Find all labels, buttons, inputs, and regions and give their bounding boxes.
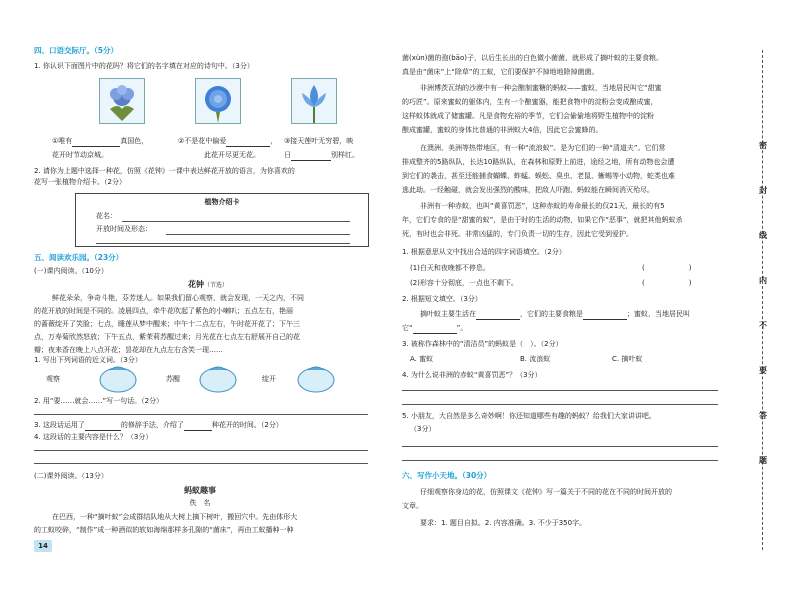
r-question-2-line-2: 它“ ”。 [402, 324, 468, 332]
r-answer-paren-1b[interactable]: ( ) [642, 279, 692, 287]
poem-blank-row-1b: ②不是花中偏爱 ， [178, 137, 278, 145]
r-option-b[interactable]: B. 流浪蚁 [520, 355, 551, 363]
r-question-5: 5. 小朋友，大自然是多么奇妙啊！你还知道哪些有趣的蚂蚁？给我们大家讲讲吧。 [402, 412, 656, 420]
sec5-question-4: 4. 这段话的主要内容是什么？（3分） [34, 433, 153, 441]
sec4-question-1: 1. 你认识下面图片中的花吗？将它们的名字填在对应的诗句中。（3分） [34, 62, 254, 70]
blank-chrysanthemum[interactable] [226, 138, 270, 147]
blank-food[interactable] [583, 311, 627, 320]
poem-blank-row-1: ①唯有 真国色， [52, 137, 149, 145]
card-name-label: 花名： [96, 212, 117, 220]
writing-prompt-1: 仔细观察你身边的花，仿照课文《花钟》写一篇关于不同的花在不同的时间开放的 [420, 488, 672, 496]
margin-char-1: 密 [759, 141, 767, 150]
plant-intro-card [75, 193, 369, 247]
passage-line-5: 瓣；夜来香在晚上八点开花；昙花却在九点左右含笑一现…… [34, 346, 223, 354]
lotus-flower-image [291, 78, 337, 124]
r-question-1: 1. 根据意思从文中找出合适的四字词语填空。（2分） [402, 248, 566, 256]
fruit-answer-box-3[interactable] [294, 362, 338, 394]
passage-2-cont-11: 非洲有一种赤蚁，也叫“黄喜罚恶”，这种赤蚁的寿命最长的仅21天，最长的有5 [420, 202, 665, 210]
sec5-part-2: (二)课外阅读。（13分） [34, 472, 108, 480]
answer-line-q2[interactable] [34, 414, 368, 415]
page-number-badge: 14 [34, 540, 52, 552]
passage-2-cont-5: 这样蚁体就成了储蜜罐。凡是食物充裕的季节，它们会偷偷地将野生植物中的淀粉 [402, 112, 654, 120]
r-question-5-score: （3分） [410, 425, 436, 433]
peony-flower-image [99, 78, 145, 124]
r-question-1a: (1)白天和夜晚都不停息。 [410, 264, 490, 272]
r-option-a[interactable]: A. 蜜蚁 [410, 355, 434, 363]
sec4-question-2a: 2. 请你为上题中选择一种花，仿照《花钟》一课中表达鲜花开放的语言，为你喜欢的 [34, 167, 295, 175]
r-question-2-line-1: 摘叶蚁主要生活在 ，它们的主要食粮是 ；蜜蚁，当地居民叫 [420, 310, 690, 318]
card-title: 植物介绍卡 [204, 198, 240, 206]
passage-line-4: 点，万寿菊欣然怒放；下午五点，紫茉莉苏醒过来；月光花在七点左右舒展开自己的花 [34, 333, 300, 341]
sec5-part-1: (一)课内阅读。（10分） [34, 267, 108, 275]
r-answer-paren-1a[interactable]: ( ) [642, 264, 692, 272]
margin-char-8: 题 [759, 456, 767, 465]
passage-2-title: 蚂蚁趣事 [184, 486, 216, 495]
passage-2-cont-4: 的巧匠”。原来蜜蚁的躯体内，生有一个酿蜜器，能把食物中的淀粉会变成酿成蜜， [402, 98, 658, 106]
sec4-question-2b: 花写一张植物介绍卡。（2分） [34, 178, 126, 186]
poem-blank-row-1c: ③接天莲叶无穷碧，映 [284, 137, 354, 145]
passage-2-cont-1: 菌(xùn)菌的孢(bāo)子，以后生长出的白色微小菌菌，就形成了摘叶蚁的主要食粮。 [402, 54, 663, 62]
card-time-label: 开放时间及形态： [96, 225, 152, 233]
card-name-line[interactable] [122, 221, 350, 222]
word-observe: 观察 [46, 375, 60, 383]
r-question-2: 2. 根据短文填空。（3分） [402, 295, 482, 303]
section-5-title: 五、阅读欢乐园。（23分） [34, 253, 124, 262]
passage-2-cont-6: 酿成蜜罐，蜜蚁的身体比普通的非洲蚁大4倍，因此它会蜜蜂的。 [402, 126, 603, 134]
poem-line-2a: 花开时节动京城。 [52, 151, 108, 159]
r-option-c[interactable]: C. 摘叶蚁 [612, 355, 643, 363]
margin-char-5: 不 [759, 321, 767, 330]
section-6-title: 六、写作小天地。（30分） [402, 471, 492, 480]
writing-requirements: 要求：1. 题目自拟。2. 内容准确。3. 不少于350字。 [420, 519, 587, 527]
passage-line-1: 鲜花朵朵，争奇斗艳，芬芳迷人。如果我们留心观察，就会发现，一天之内，不同 [52, 294, 304, 302]
sec5-question-2: 2. 用“要……就会……”写一句话。（2分） [34, 397, 164, 405]
passage-2-line-1: 在巴西，一种“摘叶蚁”会成群结队地从大树上摘下树叶，搬回穴中。先由体形大 [52, 513, 298, 521]
passage-2-cont-3: 非洲博茨瓦纳的沙漠中有一种会酿制蜜糖的蚂蚁——蜜蚁，当地居民叫它“甜蜜 [420, 84, 662, 92]
r-answer-line-q5b[interactable] [402, 460, 718, 461]
passage-2-cont-2: 真是由“菌床”上“除草”的工蚁，它们要保护不掉地地除掉菌菌。 [402, 68, 599, 76]
answer-line-q4a[interactable] [34, 450, 368, 451]
passage-2-cont-13: 死，有时也会非死。非常凶猛的，专门负责一切的生存，因此它受到爱护。 [402, 230, 633, 238]
section-4-title: 四、口语交际厅。（5分） [34, 46, 118, 55]
poem-line-2c: 日 别样红。 [284, 151, 359, 159]
blank-lotus[interactable] [291, 152, 331, 161]
writing-prompt-2: 文章。 [402, 502, 423, 510]
blank-habitat[interactable] [476, 311, 520, 320]
passage-2-line-2: 的工蚁咬碎，“制作”成一种酒似的软如海绵那样多孔隙的“菌床”，再由工蚁播种一种 [34, 526, 294, 534]
passage-2-cont-12: 年，它们专食的是“甜蜜的蚁”，是由于时的生活的动物，如果它作“恶事”，就把其他蚂蚁杀 [402, 216, 683, 224]
blank-rhetoric[interactable] [85, 422, 121, 431]
r-question-1b: (2)形容十分彻底，一点也不剩下。 [410, 279, 518, 287]
blank-nickname[interactable] [413, 325, 457, 334]
card-extra-line[interactable] [96, 243, 350, 244]
margin-char-4: 内 [759, 276, 767, 285]
passage-2-author: 佚 名 [189, 499, 211, 507]
margin-char-3: 线 [759, 231, 767, 240]
r-answer-line-q4b[interactable] [402, 404, 718, 405]
sec5-question-1: 1. 写出下列词语的近义词。（3分） [34, 356, 142, 364]
sec5-question-3: 3. 这段话运用了 的修辞手法，介绍了 种花开的时间。（2分） [34, 421, 283, 429]
r-question-3: 3. 被称作森林中的“清洁员”的蚂蚁是（ ）。（2分） [402, 340, 563, 348]
r-answer-line-q4a[interactable] [402, 390, 718, 391]
seal-line [762, 50, 763, 550]
margin-char-2: 封 [759, 186, 767, 195]
poem-line-2b: 此花开尽更无花。 [204, 151, 260, 159]
passage-2-cont-10: 逃此劫。一经触碰，就会发出强烈的酸味，把敌人吓跑、蚂蚁能在瞬间消灭殆尽。 [402, 186, 654, 194]
passage-2-cont-8: 排成整齐的5路纵队，长达10路纵队，在森林和原野上前进，途经之地，所有动物也会遭 [402, 158, 675, 166]
passage-2-cont-9: 到它们的袭击，甚至还能捕食蝴蝶、蚱蜢、蜈蚣、臭虫、老鼠、蜥蜴等小动物，蛇类也难 [402, 172, 675, 180]
margin-char-7: 答 [759, 411, 767, 420]
fruit-answer-box-1[interactable] [96, 362, 140, 394]
fruit-answer-box-2[interactable] [196, 362, 240, 394]
passage-2-cont-7: 在澳洲、美洲等热带地区，有一种“流浪蚁”。是为它们的一种“清道夫”。它们常 [420, 144, 666, 152]
blank-count[interactable] [184, 422, 212, 431]
passage-title-row: 花钟（节选） [188, 280, 229, 289]
passage-line-3: 的蔷薇绽开了笑脸；七点，睡莲从梦中醒来；中午十二点左右，午时花开花了；下午三 [34, 320, 300, 328]
chrysanthemum-flower-image [195, 78, 241, 124]
word-bloom: 绽开 [262, 375, 276, 383]
r-question-4: 4. 为什么说非洲的赤蚁“黄喜罚恶”？（3分） [402, 371, 542, 379]
passage-line-2: 的花开放的时间是不同的。凌晨四点，牵牛花吹起了紫色的小喇叭；五点左右，艳丽 [34, 307, 293, 315]
blank-peony[interactable] [72, 138, 120, 147]
answer-line-q4b[interactable] [34, 463, 368, 464]
word-revive: 苏醒 [166, 375, 180, 383]
margin-char-6: 要 [759, 366, 767, 375]
r-answer-line-q5a[interactable] [402, 446, 718, 447]
card-time-line[interactable] [166, 234, 350, 235]
